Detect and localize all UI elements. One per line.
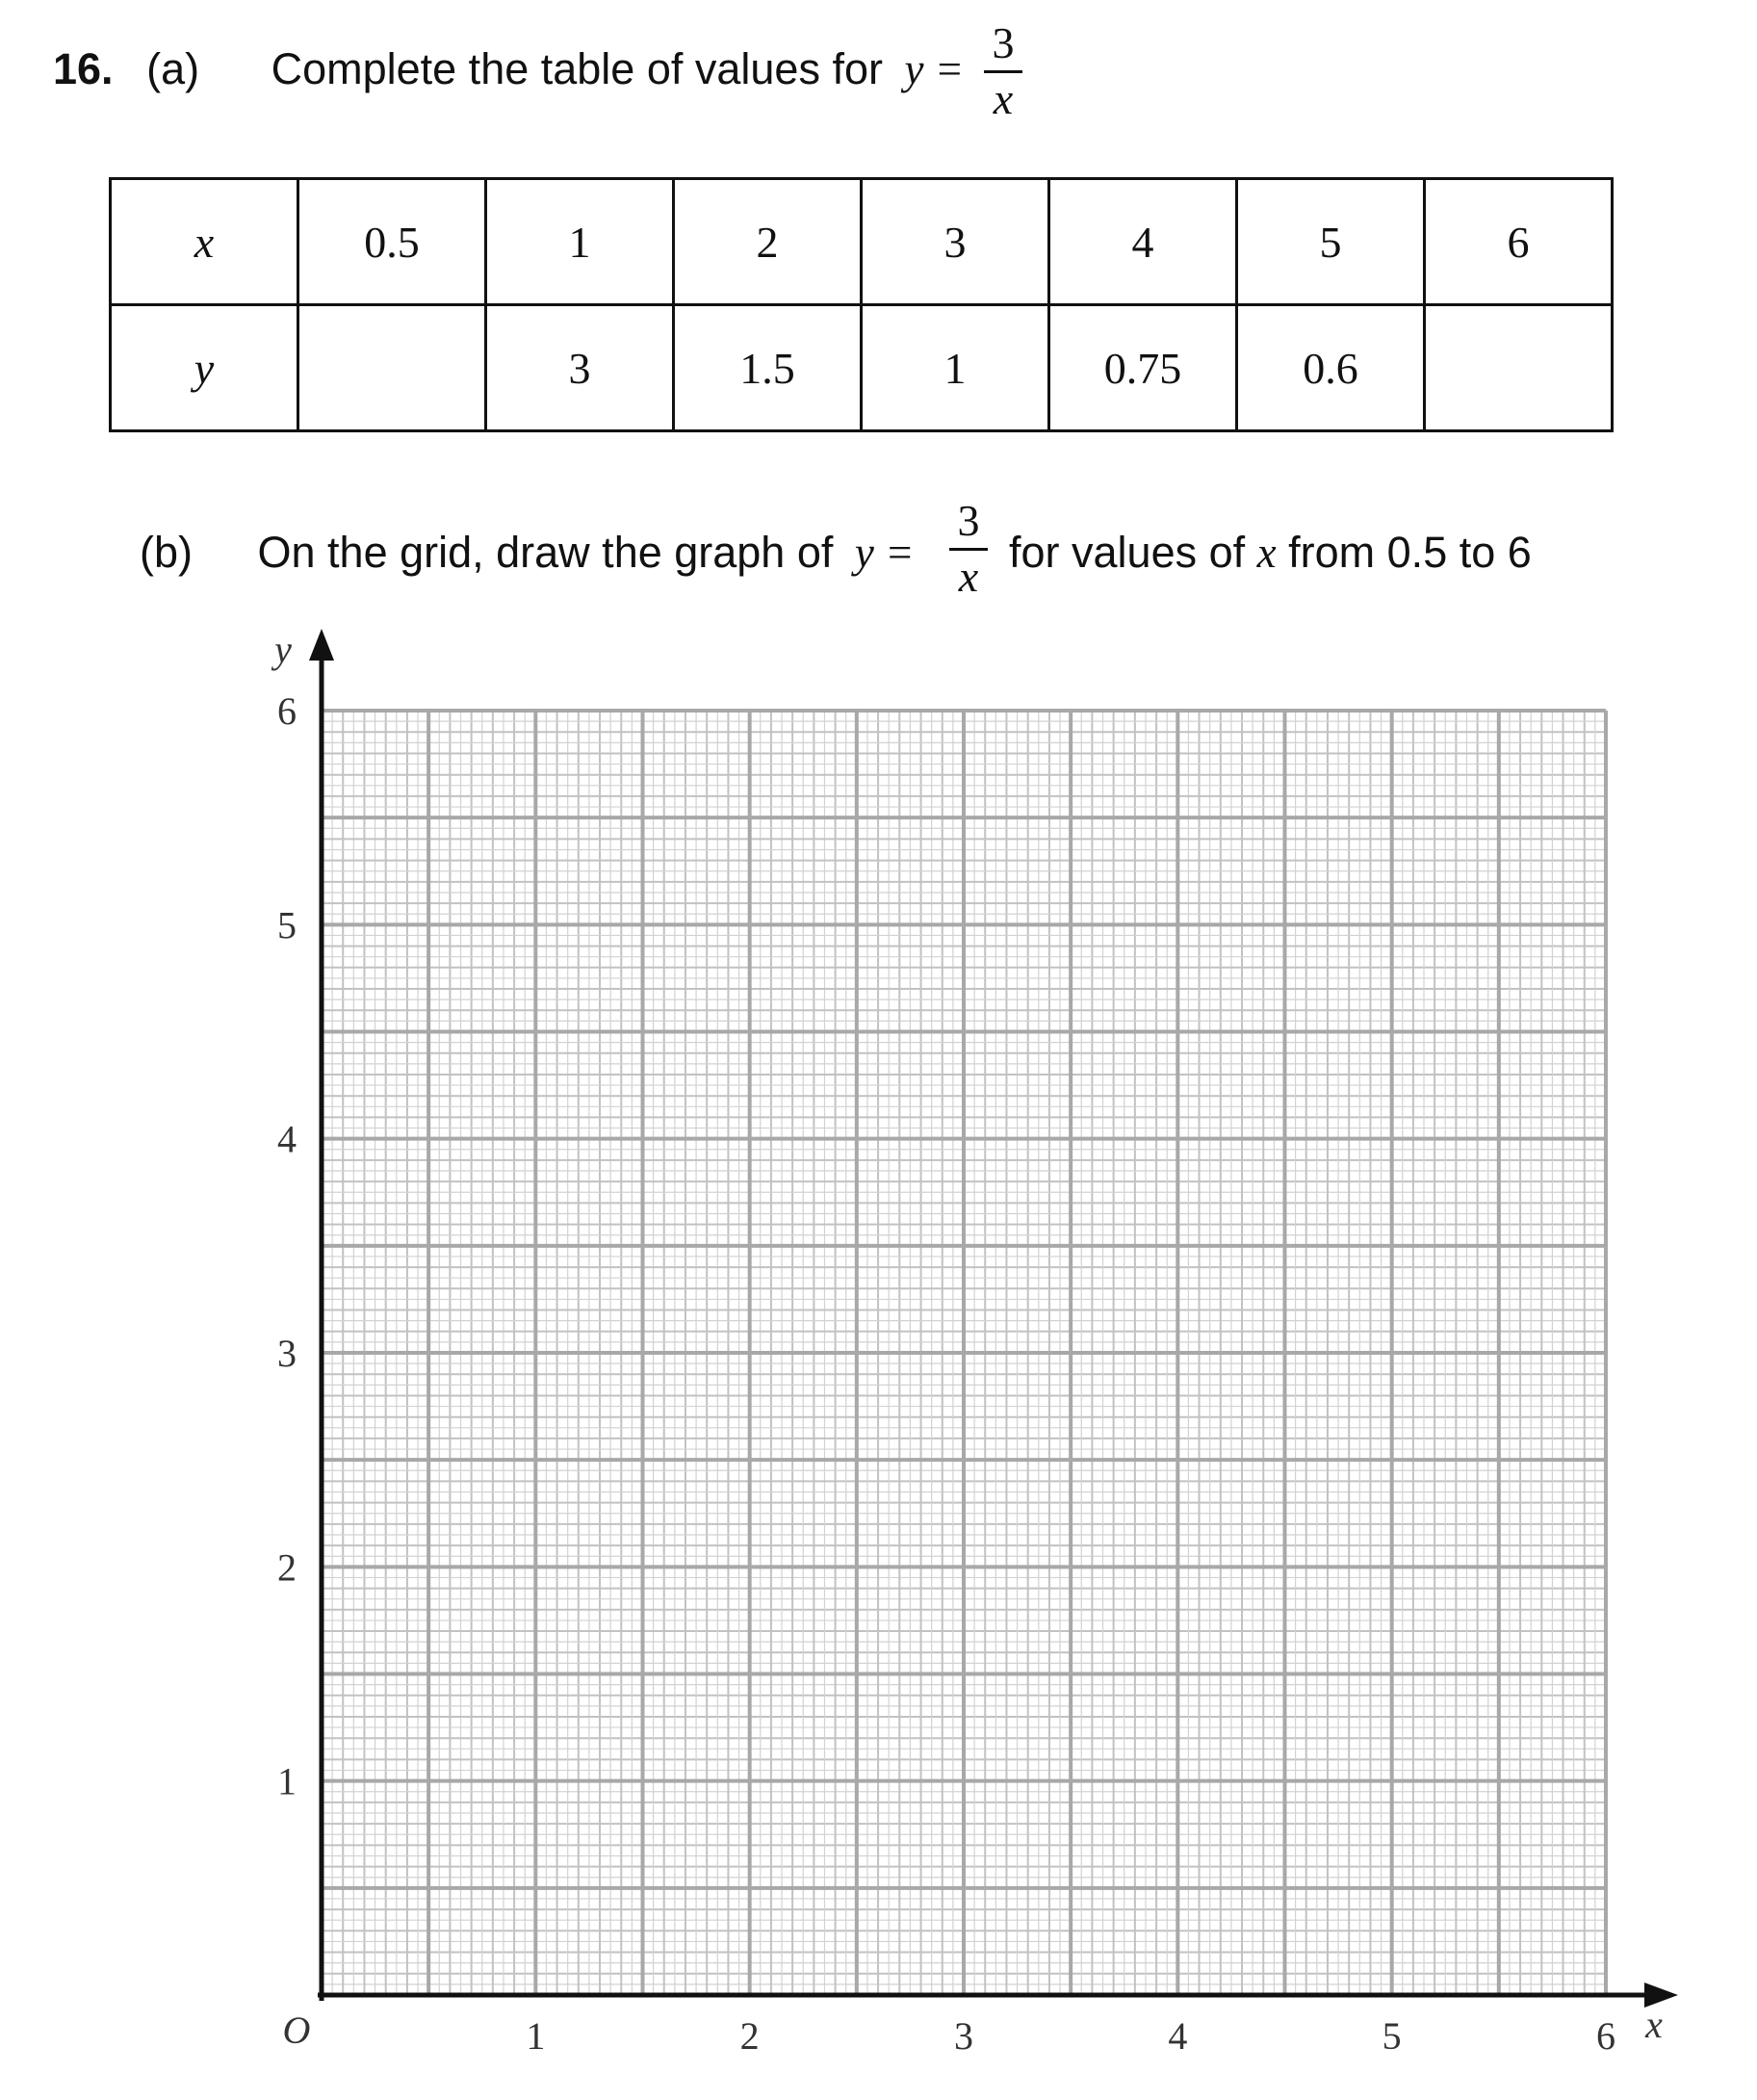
x-axis-label: x — [1645, 2003, 1663, 2046]
x-tick-label: 1 — [526, 2014, 546, 2058]
y-tick-label: 5 — [277, 903, 297, 947]
table-cell: 0.6 — [1237, 305, 1425, 431]
table-cell: 1 — [486, 179, 674, 305]
part-b-text: On the grid, draw the graph of — [257, 528, 834, 577]
part-b-text-after-1: for values of — [1009, 528, 1246, 577]
part-a-fraction-numerator: 3 — [992, 18, 1015, 67]
table-cell: 3 — [486, 305, 674, 431]
table-header-x: x — [111, 179, 298, 305]
part-a-fraction-denominator: x — [993, 74, 1014, 123]
part-a-equation-lhs: y = — [904, 45, 965, 93]
table-cell: 4 — [1049, 179, 1237, 305]
part-b-text-after-2: from 0.5 to 6 — [1288, 528, 1532, 577]
part-b-fraction-numerator: 3 — [957, 496, 980, 545]
y-tick-label: 1 — [277, 1759, 297, 1803]
part-b-equation-lhs: y = — [854, 529, 915, 577]
table-cell: 5 — [1237, 179, 1425, 305]
question-number: 16. — [53, 44, 114, 93]
table-cell: 0.5 — [298, 179, 486, 305]
y-axis-arrow — [309, 629, 334, 661]
part-b-fraction-denominator: x — [958, 552, 979, 601]
table-cell: 0.75 — [1049, 305, 1237, 431]
x-tick-label: 5 — [1382, 2014, 1402, 2058]
table-cell: 1 — [862, 305, 1049, 431]
x-tick-label: 2 — [739, 2014, 760, 2058]
part-b-label: (b) — [140, 528, 193, 577]
part-b-variable: x — [1256, 529, 1277, 577]
x-tick-label: 3 — [954, 2014, 973, 2058]
part-a-label: (a) — [146, 44, 200, 93]
y-axis-label: y — [274, 628, 292, 671]
table-header-y: y — [111, 305, 298, 431]
x-tick-label: 4 — [1168, 2014, 1188, 2058]
table-cell: 2 — [674, 179, 862, 305]
y-tick-label: 2 — [277, 1545, 297, 1590]
axis-labels — [271, 628, 1663, 2058]
table-cell: 3 — [862, 179, 1049, 305]
y-tick-label: 6 — [277, 689, 297, 733]
table-cell: 6 — [1425, 179, 1613, 305]
part-a-text: Complete the table of values for — [271, 44, 883, 93]
x-tick-label: 6 — [1596, 2014, 1615, 2058]
y-tick-label: 3 — [277, 1332, 297, 1375]
y-tick-label: 4 — [277, 1117, 297, 1161]
table-cell: 1.5 — [674, 305, 862, 431]
origin-label: O — [282, 2009, 311, 2052]
